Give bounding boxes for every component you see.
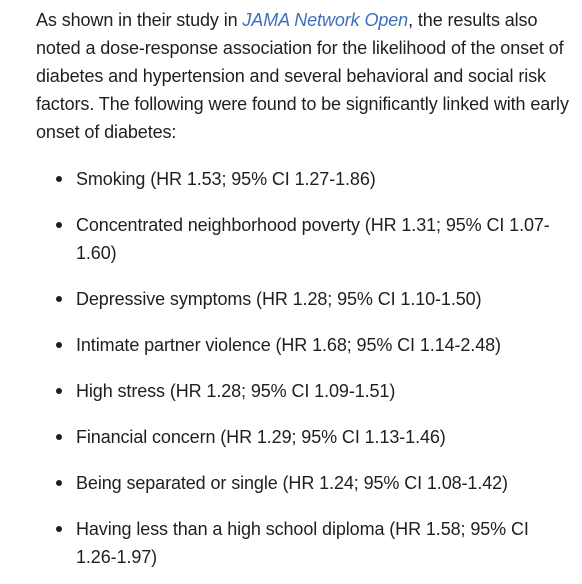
list-item	[36, 331, 572, 359]
list-item	[36, 285, 572, 313]
intro-text-start: As shown in their study in	[36, 10, 243, 30]
list-item	[36, 423, 572, 451]
bullet-icon	[56, 342, 62, 348]
list-item-text: Intimate partner violence (HR 1.68; 95% CI 1.14-2.48)	[76, 335, 501, 355]
bullet-icon	[56, 480, 62, 486]
bullet-icon	[56, 176, 62, 182]
list-item	[36, 165, 572, 193]
intro-text-end: , the results also noted a dose-response association for the likelihood of the onset of diabetes and hypertension and several behavioral and social risk factors. The following were found to be significantly linked with early onset of diabetes:	[36, 10, 569, 142]
list-item	[36, 211, 572, 267]
bullet-icon	[56, 526, 62, 532]
list-item	[36, 377, 572, 405]
bullet-icon	[56, 434, 62, 440]
list-item-text: High stress (HR 1.28; 95% CI 1.09-1.51)	[76, 381, 396, 401]
risk-factor-list	[36, 165, 572, 571]
list-item-text: Having less than a high school diploma (HR 1.58; 95% CI 1.26-1.97)	[76, 519, 529, 567]
list-item-text: Financial concern (HR 1.29; 95% CI 1.13-1.46)	[76, 427, 446, 447]
list-item	[36, 515, 572, 571]
bullet-icon	[56, 296, 62, 302]
list-item-text: Depressive symptoms (HR 1.28; 95% CI 1.10-1.50)	[76, 289, 482, 309]
bullet-icon	[56, 388, 62, 394]
list-item-text: Being separated or single (HR 1.24; 95% CI 1.08-1.42)	[76, 473, 508, 493]
bullet-icon	[56, 222, 62, 228]
list-item-text: Smoking (HR 1.53; 95% CI 1.27-1.86)	[76, 169, 376, 189]
list-item-text: Concentrated neighborhood poverty (HR 1.31; 95% CI 1.07-1.60)	[76, 215, 550, 263]
intro-paragraph	[36, 6, 572, 146]
jama-network-open-link[interactable]: JAMA Network Open	[242, 10, 409, 30]
list-item	[36, 469, 572, 497]
